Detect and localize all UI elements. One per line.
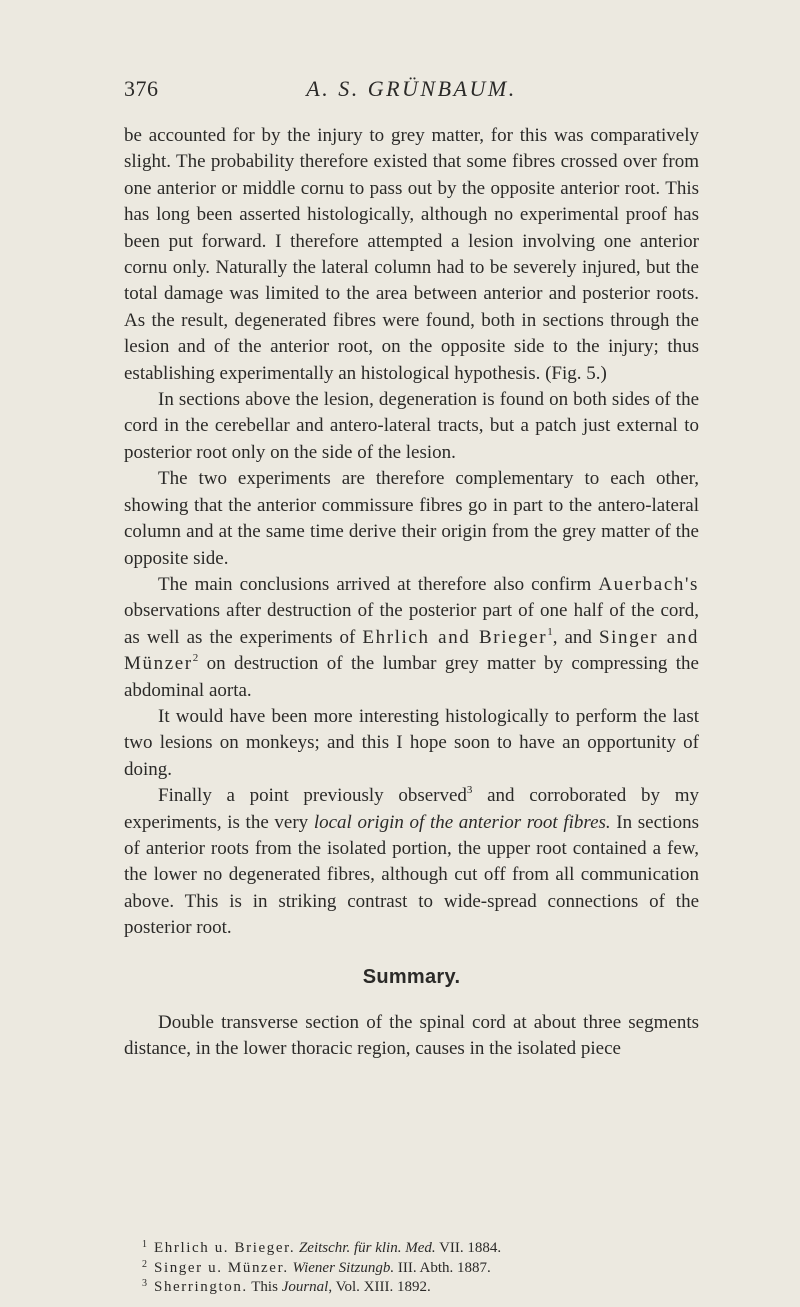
footnote-pre: This [251, 1279, 282, 1295]
footnote-authors: Ehrlich u. Brieger. [154, 1240, 296, 1256]
footnote-ref-2: 2 [192, 652, 199, 665]
text-run: Finally a point previously observed [158, 785, 467, 807]
footnote-journal: Zeitschr. für klin. Med. [298, 1240, 436, 1256]
author-name-singer-munzer: Singer and Münzer [124, 626, 700, 675]
author-name-ehrlich-brieger: Ehrlich and Brieger [362, 626, 548, 648]
text-run: , and [552, 626, 599, 648]
footnote-ref-3: 3 [466, 784, 473, 797]
emphasis-text: local origin of the anterior root fibres. [313, 811, 611, 833]
footnote-rest: , Vol. XIII. 1892. [328, 1279, 431, 1295]
text-run: The main conclusions arrived at therefore also confirm [158, 573, 599, 595]
body-text [124, 123, 699, 1063]
paragraph-1: be accounted for by the injury to grey matter, for this was comparatively slight. The probability therefore existed that some fibres crossed over from one anterior or middle cornu to pass out by the opposite anterior root. This has long been asserted histologically, although no experimental proof has been put forward. I therefore attempted a lesion involving one anterior cornu only. Naturally the lateral column had to be severely injured, but the total damage was limited to the area between anterior and posterior roots. As the result, degenerated fibres were found, both in sections through the lesion and of the anterior root, on the opposite side to the injury; thus establishing experimentally an histological hypothesis. (Fig. 5.) [124, 125, 699, 384]
footnote-ref-1: 1 [547, 625, 553, 638]
page-header [124, 76, 699, 106]
running-title: A. S. GRÜNBAUM. [306, 76, 517, 101]
text-run: observations after destruction of the posterior part of one half of the cord, as well as the experiments of [124, 600, 699, 648]
summary-paragraph: Double transverse section of the spinal cord at about three segments distance, in the lower thoracic region, causes in the isolated piece [124, 1012, 699, 1060]
paragraph-4 [124, 572, 699, 704]
footnote-2: 2 Singer u. Münzer. Wiener Sitzungb. III. Abth. 1887. [142, 1258, 491, 1276]
text-run: and corroborated by my experiments, is the very [124, 785, 699, 833]
footnote-3: 3 Sherrington. This Journal, Vol. XIII. 1892. [142, 1278, 431, 1295]
footnotes [142, 1239, 699, 1298]
footnote-journal: Wiener Sitzungb. [292, 1259, 395, 1276]
paragraph-2: In sections above the lesion, degeneration is found on both sides of the cord in the cerebellar and antero-lateral tracts, but a patch just external to posterior root only on the side of the lesion. [124, 389, 699, 463]
text-run: on destruction of the lumbar grey matter by compressing the abdominal aorta. [124, 653, 699, 701]
footnote-authors: Sherrington. [154, 1279, 248, 1295]
page-number: 376 [124, 76, 159, 101]
footnote-rest: III. Abth. 1887. [394, 1259, 491, 1276]
footnote-authors: Singer u. Münzer. [154, 1259, 289, 1276]
footnote-1: 1 Ehrlich u. Brieger. Zeitschr. für klin. Med. VII. 1884. [142, 1239, 502, 1256]
author-name-auerbach: Auerbach's [598, 573, 699, 595]
text-run: In sections of anterior roots from the isolated portion, the upper root contained a few, the lower no degenerated fibres, although cut off from all communication above. This is in striking contrast to wide-spread connections of the posterior root. [124, 811, 699, 939]
footnote-journal: Journal [281, 1279, 329, 1295]
paragraph-5: It would have been more interesting histologically to perform the last two lesions on monkeys; and this I hope soon to have an opportunity of doing. [124, 705, 699, 780]
section-heading-summary: Summary. [362, 965, 461, 988]
footnote-rest: VII. 1884. [435, 1240, 502, 1256]
paragraph-3: The two experiments are therefore complementary to each other, showing that the anterior commissure fibres go in part to the antero-lateral column and at the same time derive their origin from the grey matter of the opposite side. [124, 468, 699, 569]
paragraph-6 [124, 783, 699, 941]
